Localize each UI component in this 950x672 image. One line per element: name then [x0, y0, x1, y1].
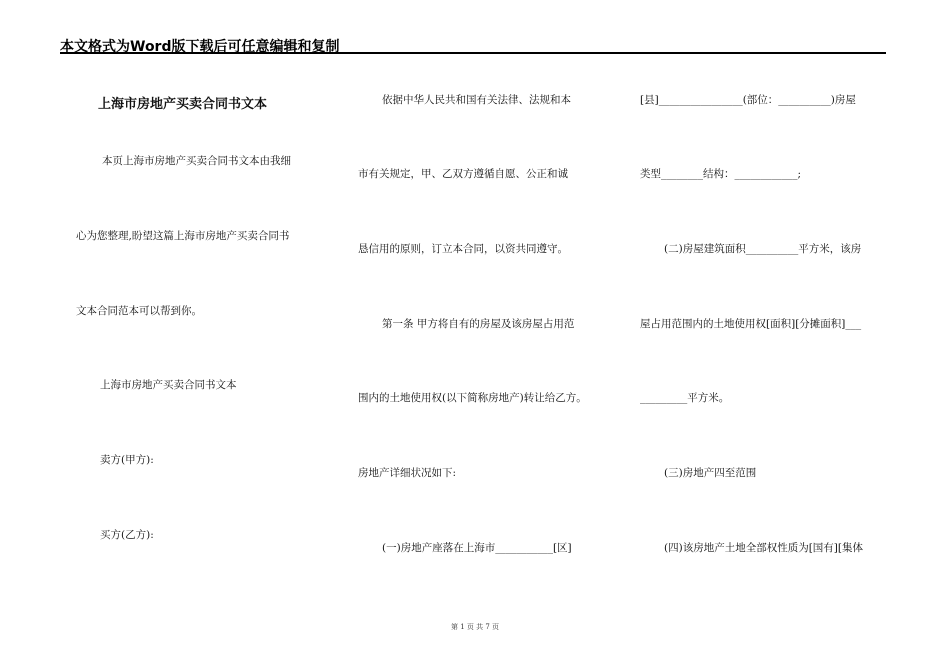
text-line: (四)该房地产土地全部权性质为[国有][集体 — [664, 542, 863, 554]
text-line: 房地产详细状况如下: — [358, 467, 457, 479]
column-1 — [0, 0, 330, 672]
document-title: 上海市房地产买卖合同书文本 — [98, 97, 268, 112]
text-line: (一)房地产座落在上海市___________[区] — [382, 542, 572, 554]
text-line: 心为您整理,盼望这篇上海市房地产买卖合同书 — [76, 230, 290, 242]
buyer-label: 买方(乙方): — [100, 529, 154, 541]
text-line: 依据中华人民共和国有关法律、法规和本 — [382, 94, 571, 106]
text-line: (三)房地产四至范围 — [664, 467, 757, 479]
text-line: 围内的土地使用权(以下简称房地产)转让给乙方。 — [358, 392, 587, 404]
text-line: 屋占用范围内的土地使用权[面积][分摊面积]___ — [640, 318, 862, 330]
seller-label: 卖方(甲方): — [100, 454, 154, 466]
text-line: 市有关规定，甲、乙双方遵循自愿、公正和诚 — [358, 168, 568, 180]
text-line: 类型________结构：____________; — [640, 168, 802, 180]
text-line: (二)房屋建筑面积__________平方米，该房 — [664, 243, 862, 255]
column-3 — [630, 0, 920, 672]
header-title: 本文格式为Word版下载后可任意编辑和复制 — [60, 39, 340, 55]
text-line: 恳信用的原则，订立本合同，以资共同遵守。 — [358, 243, 568, 255]
text-line: _________平方米。 — [640, 392, 730, 404]
column-2 — [330, 0, 630, 672]
page-footer: 第 1 页 共 7 页 — [450, 623, 500, 631]
article-1-line: 第一条 甲方将自有的房屋及该房屋占用范 — [382, 318, 575, 330]
text-line: 上海市房地产买卖合同书文本 — [100, 379, 237, 391]
text-line: 文本合同范本可以帮到你。 — [76, 305, 202, 317]
text-line: [县]________________(部位：__________)房屋 — [640, 94, 856, 106]
text-line: 本页上海市房地产买卖合同书文本由我细 — [102, 155, 291, 167]
